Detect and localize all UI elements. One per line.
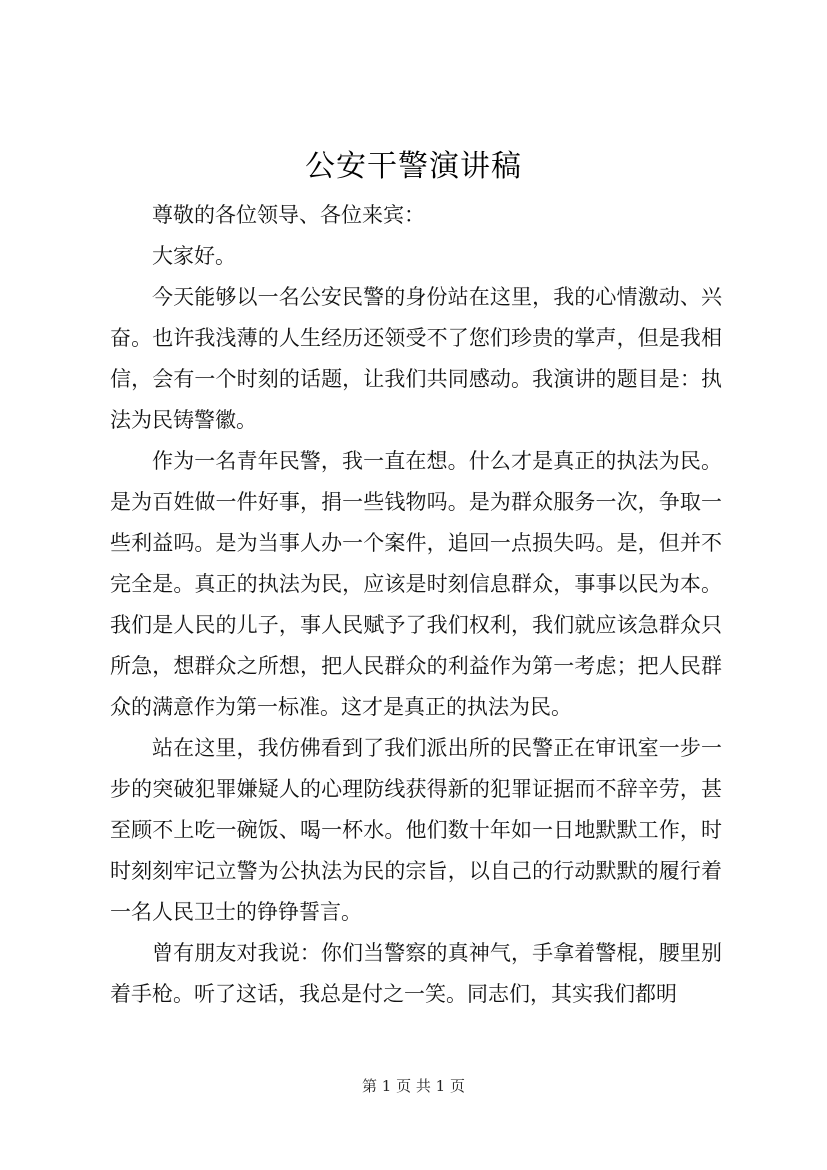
paragraph-hello: 大家好。 <box>152 244 236 268</box>
page-number: 第 1 页 共 1 页 <box>362 1077 465 1095</box>
paragraph-colleagues: 站在这里，我仿佛看到了我们派出所的民警正在审讯室一步一步的突破犯罪嫌疑人的心理防线获得新的犯罪证据而不辞辛劳，甚至顾不上吃一碗饭、喝一杯水。他们数十年如一日地默默工作，时时刻刻牢记立警为公执法为民的宗旨，以自己的行动默默的履行着一名人民卫士的铮铮誓言。 <box>110 736 722 924</box>
paragraph-greeting: 尊敬的各位领导、各位来宾： <box>152 203 425 227</box>
paragraph-intro: 今天能够以一名公安民警的身份站在这里，我的心情激动、兴奋。也许我浅薄的人生经历还领受不了您们珍贵的掌声，但是我相信，会有一个时刻的话题，让我们共同感动。我演讲的题目是：执法为民铸警徽。 <box>110 285 722 432</box>
paragraph-meaning: 作为一名青年民警，我一直在想。什么才是真正的执法为民。是为百姓做一件好事，捐一些钱物吗。是为群众服务一次，争取一些利益吗。是为当事人办一个案件，追回一点损失吗。是，但并不完全是。真正的执法为民，应该是时刻信息群众，事事以民为本。我们是人民的儿子，事人民赋予了我们权利，我们就应该急群众只所急，想群众之所想，把人民群众的利益作为第一考虑；把人民群众的满意作为第一标准。这才是真正的执法为民。 <box>110 449 722 719</box>
paragraph-friend: 曾有朋友对我说：你们当警察的真神气，手拿着警棍，腰里别着手枪。听了这话，我总是付之一笑。同志们，其实我们都明 <box>110 941 722 1006</box>
document-title: 公安干警演讲稿 <box>305 149 522 184</box>
document-body <box>110 195 722 1015</box>
